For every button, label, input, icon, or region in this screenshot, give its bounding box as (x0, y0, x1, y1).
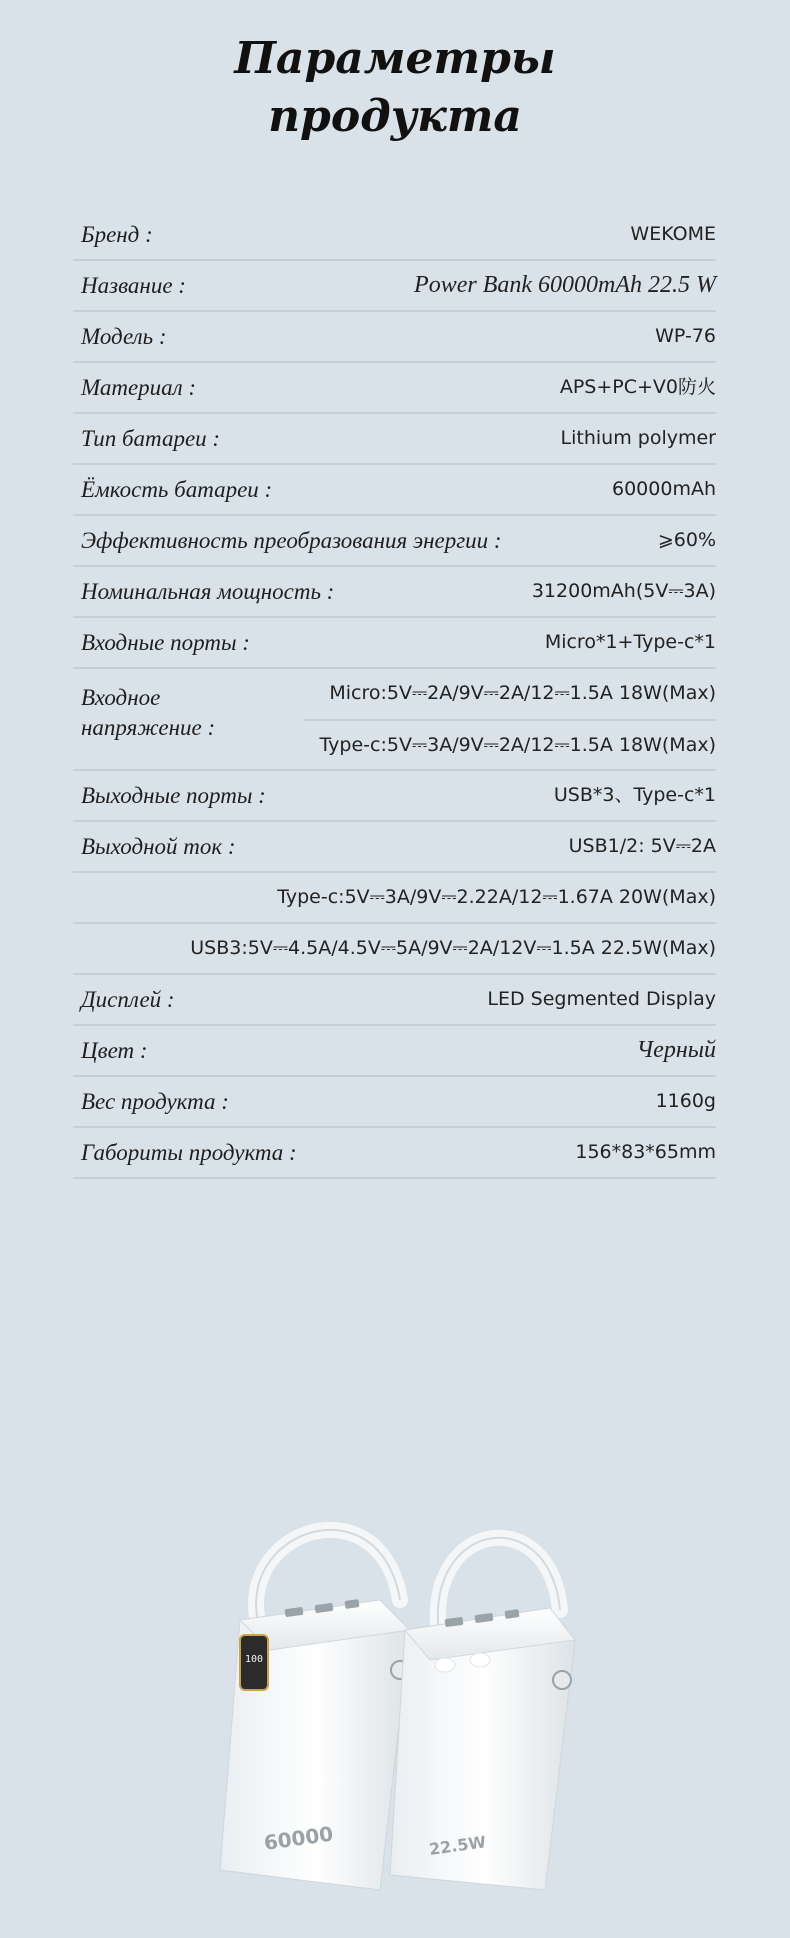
spec-row-name (73, 261, 716, 312)
spec-label: Ёмкость батареи : (81, 477, 273, 502)
spec-row-output-type-c (73, 873, 716, 924)
spec-row-output-current (73, 822, 716, 873)
power-bank-left (220, 1599, 410, 1890)
spec-label: Выходные порты : (81, 783, 266, 808)
spec-value: ⩾60% (657, 529, 716, 551)
spec-value: Micro*1+Type-c*1 (544, 631, 716, 653)
spec-value: 60000mAh (612, 478, 716, 500)
spec-label: Входные порты : (81, 630, 250, 655)
spec-label: Вес продукта : (81, 1089, 229, 1114)
spec-row-model (73, 312, 716, 363)
spec-row-display (73, 975, 716, 1026)
spec-label: Входное напряжение : (81, 685, 216, 740)
spec-value: USB3:5V⎓4.5A/4.5V⎓5A/9V⎓2A/12V⎓1.5A 22.5W(Max) (190, 937, 716, 959)
spec-value: Lithium polymer (560, 427, 716, 449)
spec-label: Дисплей : (81, 987, 175, 1012)
spec-row-output-ports (73, 771, 716, 822)
product-image (190, 1490, 610, 1910)
spec-value: Type-c:5V⎓3A/9V⎓2.22A/12⎓1.67A 20W(Max) (277, 886, 716, 908)
spec-label: Эффективность преобразования энергии : (81, 528, 502, 553)
spec-label: Бренд : (81, 222, 153, 247)
spec-row-weight (73, 1077, 716, 1128)
spec-value: Черный (636, 1037, 716, 1063)
spec-value: LED Segmented Display (487, 988, 716, 1010)
spec-row-battery-type (73, 414, 716, 465)
spec-label: Модель : (81, 324, 167, 349)
spec-row-color (73, 1026, 716, 1077)
spec-label: Номинальная мощность : (81, 579, 335, 604)
spec-label: Название : (81, 273, 186, 298)
spec-value: WEKOME (630, 223, 716, 245)
spec-label: Тип батареи : (81, 426, 221, 451)
capacity-print: 60000 (262, 1821, 335, 1855)
spec-value: USB1/2: 5V⎓2A (568, 835, 716, 857)
spec-row-efficiency (73, 516, 716, 567)
spec-label: Габориты продукта : (81, 1140, 297, 1165)
spec-row-rated-power (73, 567, 716, 618)
spec-table (73, 210, 716, 1179)
power-bank-illustration (190, 1490, 610, 1910)
spec-value: 1160g (655, 1090, 716, 1112)
spec-label: Цвет : (81, 1038, 148, 1063)
spec-value: APS+PC+V0防火 (559, 376, 716, 398)
page-title (0, 30, 790, 146)
spec-row-input-ports (73, 618, 716, 669)
spec-value: WP-76 (655, 325, 716, 347)
spec-value: Power Bank 60000mAh 22.5 W (414, 272, 716, 298)
display-reading: 100 (244, 1654, 264, 1665)
spec-row-dimensions (73, 1128, 716, 1179)
spec-row-material (73, 363, 716, 414)
spec-row-output-usb3 (73, 924, 716, 975)
spec-value: 156*83*65mm (575, 1141, 716, 1163)
spec-label: Материал : (81, 375, 197, 400)
title-line-2: продукта (268, 91, 522, 142)
power-print: 22.5W (427, 1832, 488, 1859)
spec-label: Выходной ток : (81, 834, 236, 859)
spec-value: 31200mAh(5V⎓3A) (531, 580, 716, 602)
title-line-1: Параметры (234, 33, 556, 84)
spec-row-brand (73, 210, 716, 261)
spec-value-type-c: Type-c:5V⎓3A/9V⎓2A/12⎓1.5A 18W(Max) (303, 719, 716, 770)
power-bank-right (390, 1608, 575, 1890)
spec-row-input-voltage (73, 669, 716, 771)
spec-value-micro: Micro:5V⎓2A/9V⎓2A/12⎓1.5A 18W(Max) (329, 682, 716, 704)
spec-row-capacity (73, 465, 716, 516)
spec-value: USB*3、Type-c*1 (553, 784, 716, 806)
